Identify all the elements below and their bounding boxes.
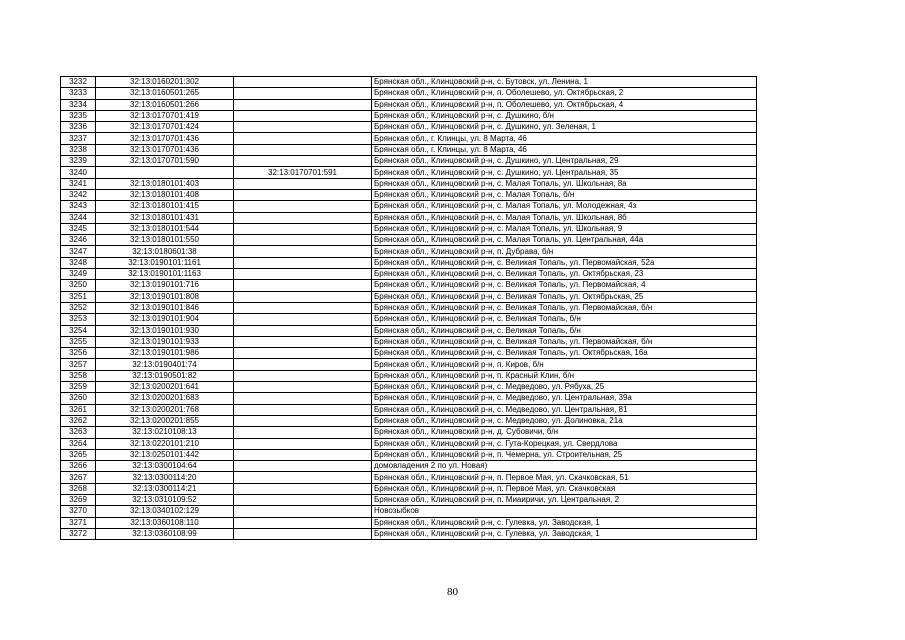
table-row bbox=[61, 438, 757, 449]
address-cell: Брянская обл., Клинцовский р-н, с. Малая Топаль, ул. Школьная, 8б bbox=[372, 212, 757, 223]
row-number-cell: 3258 bbox=[61, 370, 96, 381]
row-number-cell: 3271 bbox=[61, 517, 96, 528]
row-number-cell: 3242 bbox=[61, 189, 96, 200]
address-cell: Брянская обл., Клинцовский р-н, п. Киров, б/н bbox=[372, 359, 757, 370]
cadastral-number-alt-cell bbox=[234, 449, 372, 460]
cadastral-number-cell: 32:13:0190501:82 bbox=[96, 370, 234, 381]
row-number-cell: 3272 bbox=[61, 528, 96, 539]
cadastral-number-alt-cell bbox=[234, 325, 372, 336]
row-number-cell: 3239 bbox=[61, 156, 96, 167]
cadastral-number-cell: 32:13:0180101:550 bbox=[96, 235, 234, 246]
cadastral-number-cell: 32:13:0250101:442 bbox=[96, 449, 234, 460]
row-number-cell: 3259 bbox=[61, 382, 96, 393]
address-cell: Брянская обл., Клинцовский р-н, с. Малая Топаль, ул. Школьная, 8а bbox=[372, 178, 757, 189]
table-row bbox=[61, 325, 757, 336]
table-row bbox=[61, 449, 757, 460]
table-row bbox=[61, 302, 757, 313]
table-row bbox=[61, 461, 757, 472]
cadastral-number-alt-cell bbox=[234, 393, 372, 404]
cadastral-number-cell: 32:13:0200201:683 bbox=[96, 393, 234, 404]
cadastral-number-cell: 32:13:0200201:641 bbox=[96, 382, 234, 393]
cadastral-number-cell: 32:13:0160501:266 bbox=[96, 99, 234, 110]
row-number-cell: 3238 bbox=[61, 144, 96, 155]
cadastral-number-cell: 32:13:0190101:716 bbox=[96, 280, 234, 291]
address-cell: Брянская обл., Клинцовский р-н, п. Оболешево, ул. Октябрьская, 2 bbox=[372, 88, 757, 99]
cadastral-number-alt-cell bbox=[234, 235, 372, 246]
cadastral-number-alt-cell bbox=[234, 280, 372, 291]
cadastral-number-cell: 32:13:0160201:302 bbox=[96, 77, 234, 88]
address-cell: Брянская обл., Клинцовский р-н, с. Бутовск, ул. Ленина, 1 bbox=[372, 77, 757, 88]
cadastral-number-cell: 32:13:0190101:1163 bbox=[96, 269, 234, 280]
address-cell: Брянская обл., Клинцовский р-н, с. Душкино, ул. Центральная, 35 bbox=[372, 167, 757, 178]
address-cell: Брянская обл., Клинцовский р-н, с. Малая Топаль, ул. Молодежная, 4з bbox=[372, 201, 757, 212]
table-row bbox=[61, 156, 757, 167]
cadastral-number-alt-cell bbox=[234, 382, 372, 393]
table-row bbox=[61, 382, 757, 393]
cadastral-number-cell: 32:13:0190101:933 bbox=[96, 336, 234, 347]
row-number-cell: 3257 bbox=[61, 359, 96, 370]
row-number-cell: 3262 bbox=[61, 415, 96, 426]
row-number-cell: 3268 bbox=[61, 483, 96, 494]
address-cell: Брянская обл., Клинцовский р-н, с. Малая Топаль, б/н bbox=[372, 189, 757, 200]
row-number-cell: 3250 bbox=[61, 280, 96, 291]
cadastral-number-cell: 32:13:0180101:403 bbox=[96, 178, 234, 189]
table-row bbox=[61, 122, 757, 133]
cadastral-number-alt-cell bbox=[234, 291, 372, 302]
row-number-cell: 3244 bbox=[61, 212, 96, 223]
table-row bbox=[61, 415, 757, 426]
table-row bbox=[61, 178, 757, 189]
address-cell: Брянская обл., Клинцовский р-н, п. Дубрава, б/н bbox=[372, 246, 757, 257]
cadastral-number-cell: 32:13:0170701:436 bbox=[96, 144, 234, 155]
cadastral-number-alt-cell bbox=[234, 461, 372, 472]
cadastral-number-alt-cell bbox=[234, 269, 372, 280]
cadastral-number-cell: 32:13:0190101:986 bbox=[96, 348, 234, 359]
cadastral-number-cell: 32:13:0360108:110 bbox=[96, 517, 234, 528]
address-cell: Брянская обл., г. Клинцы, ул. 8 Марта, 46 bbox=[372, 133, 757, 144]
address-cell: Брянская обл., Клинцовский р-н, с. Великая Топаль, б/н bbox=[372, 314, 757, 325]
table-row bbox=[61, 167, 757, 178]
row-number-cell: 3265 bbox=[61, 449, 96, 460]
row-number-cell: 3267 bbox=[61, 472, 96, 483]
cadastral-number-cell: 32:13:0170701:436 bbox=[96, 133, 234, 144]
table-row bbox=[61, 427, 757, 438]
table-row bbox=[61, 144, 757, 155]
row-number-cell: 3243 bbox=[61, 201, 96, 212]
row-number-cell: 3261 bbox=[61, 404, 96, 415]
cadastral-number-cell: 32:13:0170701:424 bbox=[96, 122, 234, 133]
table-row bbox=[61, 223, 757, 234]
address-cell: Брянская обл., Клинцовский р-н, с. Великая Топаль, ул. Первомайская, 4 bbox=[372, 280, 757, 291]
row-number-cell: 3241 bbox=[61, 178, 96, 189]
cadastral-number-cell: 32:13:0190101:1161 bbox=[96, 257, 234, 268]
row-number-cell: 3246 bbox=[61, 235, 96, 246]
cadastral-number-cell: 32:13:0170701:590 bbox=[96, 156, 234, 167]
table-row bbox=[61, 314, 757, 325]
address-cell: Брянская обл., Клинцовский р-н, с. Великая Топаль, б/н bbox=[372, 325, 757, 336]
address-cell: Брянская обл., Клинцовский р-н, п. Чемерна, ул. Строительная, 25 bbox=[372, 449, 757, 460]
row-number-cell: 3264 bbox=[61, 438, 96, 449]
row-number-cell: 3234 bbox=[61, 99, 96, 110]
address-cell: Брянская обл., Клинцовский р-н, п. Первое Мая, ул. Скачковская, 51 bbox=[372, 472, 757, 483]
cadastral-number-cell: 32:13:0180101:415 bbox=[96, 201, 234, 212]
row-number-cell: 3254 bbox=[61, 325, 96, 336]
address-cell: Брянская обл., Клинцовский р-н, д. Субовичи, б/н bbox=[372, 427, 757, 438]
address-cell: Брянская обл., Клинцовский р-н, с. Гулевка, ул. Заводская, 1 bbox=[372, 517, 757, 528]
table-row bbox=[61, 110, 757, 121]
row-number-cell: 3252 bbox=[61, 302, 96, 313]
cadastral-number-cell: 32:13:0190101:808 bbox=[96, 291, 234, 302]
cadastral-number-alt-cell bbox=[234, 517, 372, 528]
cadastral-number-cell: 32:13:0170701:419 bbox=[96, 110, 234, 121]
address-cell: Брянская обл., Клинцовский р-н, с. Великая Топаль, ул. Октябрьская, 16а bbox=[372, 348, 757, 359]
table-row bbox=[61, 189, 757, 200]
address-cell: Брянская обл., Клинцовский р-н, с. Великая Топаль, ул. Первомайская, б/н bbox=[372, 302, 757, 313]
cadastral-number-alt-cell bbox=[234, 88, 372, 99]
cadastral-number-alt-cell bbox=[234, 348, 372, 359]
row-number-cell: 3269 bbox=[61, 494, 96, 505]
table-row bbox=[61, 336, 757, 347]
table-row bbox=[61, 393, 757, 404]
cadastral-number-cell: 32:13:0200201:768 bbox=[96, 404, 234, 415]
cadastral-number-alt-cell bbox=[234, 133, 372, 144]
cadastral-number-alt-cell bbox=[234, 506, 372, 517]
cadastral-number-alt-cell bbox=[234, 370, 372, 381]
cadastral-number-cell: 32:13:0360108:99 bbox=[96, 528, 234, 539]
page-number: 80 bbox=[447, 586, 458, 598]
cadastral-number-alt-cell bbox=[234, 223, 372, 234]
cadastral-number-cell: 32:13:0210108:13 bbox=[96, 427, 234, 438]
address-cell: Брянская обл., Клинцовский р-н, с. Великая Топаль, ул. Октябрьская, 23 bbox=[372, 269, 757, 280]
address-cell: домовладения 2 по ул. Новая) bbox=[372, 461, 757, 472]
cadastral-number-alt-cell bbox=[234, 257, 372, 268]
table-row bbox=[61, 235, 757, 246]
cadastral-number-alt-cell bbox=[234, 483, 372, 494]
address-cell: Брянская обл., Клинцовский р-н, п. Первое Мая, ул. Скачковская bbox=[372, 483, 757, 494]
row-number-cell: 3245 bbox=[61, 223, 96, 234]
table-row bbox=[61, 506, 757, 517]
table-row bbox=[61, 269, 757, 280]
row-number-cell: 3249 bbox=[61, 269, 96, 280]
table-row bbox=[61, 528, 757, 539]
row-number-cell: 3270 bbox=[61, 506, 96, 517]
row-number-cell: 3256 bbox=[61, 348, 96, 359]
cadastral-number-cell: 32:13:0220101:210 bbox=[96, 438, 234, 449]
cadastral-number-cell: 32:13:0200201:855 bbox=[96, 415, 234, 426]
cadastral-number-cell: 32:13:0300104:64 bbox=[96, 461, 234, 472]
row-number-cell: 3266 bbox=[61, 461, 96, 472]
table-row bbox=[61, 517, 757, 528]
cadastral-number-cell: 32:13:0160501:265 bbox=[96, 88, 234, 99]
address-cell: Брянская обл., Клинцовский р-н, с. Медведово, ул. Рябуха, 25 bbox=[372, 382, 757, 393]
table-row bbox=[61, 370, 757, 381]
address-cell: Брянская обл., Клинцовский р-н, с. Малая Топаль, ул. Центральная, 44а bbox=[372, 235, 757, 246]
table-row bbox=[61, 246, 757, 257]
address-cell: Брянская обл., Клинцовский р-н, с. Великая Топаль, ул. Октябрьская, 25 bbox=[372, 291, 757, 302]
address-cell: Брянская обл., Клинцовский р-н, с. Великая Топаль, ул. Первомайская, 52а bbox=[372, 257, 757, 268]
row-number-cell: 3263 bbox=[61, 427, 96, 438]
address-cell: Брянская обл., Клинцовский р-н, п. Оболешево, ул. Октябрьская, 4 bbox=[372, 99, 757, 110]
cadastral-number-cell: 32:13:0300114:21 bbox=[96, 483, 234, 494]
address-cell: Брянская обл., Клинцовский р-н, с. Гута-Корецкая, ул. Свердлова bbox=[372, 438, 757, 449]
row-number-cell: 3235 bbox=[61, 110, 96, 121]
register-table-body bbox=[61, 77, 757, 540]
row-number-cell: 3251 bbox=[61, 291, 96, 302]
row-number-cell: 3236 bbox=[61, 122, 96, 133]
cadastral-number-alt-cell bbox=[234, 189, 372, 200]
table-row bbox=[61, 201, 757, 212]
cadastral-number-alt-cell bbox=[234, 212, 372, 223]
address-cell: Брянская обл., Клинцовский р-н, с. Гулевка, ул. Заводская, 1 bbox=[372, 528, 757, 539]
address-cell: Брянская обл., Клинцовский р-н, с. Душкино, б/н bbox=[372, 110, 757, 121]
cadastral-number-alt-cell bbox=[234, 99, 372, 110]
cadastral-number-cell: 32:13:0180101:544 bbox=[96, 223, 234, 234]
address-cell: Брянская обл., Клинцовский р-н, с. Душкино, ул. Зеленая, 1 bbox=[372, 122, 757, 133]
cadastral-number-cell: 32:13:0190101:904 bbox=[96, 314, 234, 325]
table-row bbox=[61, 348, 757, 359]
table-row bbox=[61, 88, 757, 99]
row-number-cell: 3247 bbox=[61, 246, 96, 257]
cadastral-number-cell bbox=[96, 167, 234, 178]
cadastral-number-alt-cell bbox=[234, 178, 372, 189]
cadastral-number-cell: 32:13:0180101:431 bbox=[96, 212, 234, 223]
cadastral-number-alt-cell bbox=[234, 77, 372, 88]
table-row bbox=[61, 472, 757, 483]
address-cell: Брянская обл., Клинцовский р-н, п. Миаиричи, ул. Центральная, 2 bbox=[372, 494, 757, 505]
cadastral-number-alt-cell bbox=[234, 528, 372, 539]
row-number-cell: 3253 bbox=[61, 314, 96, 325]
table-row bbox=[61, 280, 757, 291]
property-register-table bbox=[60, 76, 757, 540]
cadastral-number-cell: 32:13:0190101:930 bbox=[96, 325, 234, 336]
row-number-cell: 3233 bbox=[61, 88, 96, 99]
address-cell: Брянская обл., Клинцовский р-н, с. Медведово, ул. Долиновка, 21а bbox=[372, 415, 757, 426]
cadastral-number-alt-cell bbox=[234, 110, 372, 121]
address-cell: Брянская обл., Клинцовский р-н, с. Малая Топаль, ул. Школьная, 9 bbox=[372, 223, 757, 234]
cadastral-number-alt-cell bbox=[234, 156, 372, 167]
row-number-cell: 3248 bbox=[61, 257, 96, 268]
cadastral-number-alt-cell bbox=[234, 438, 372, 449]
row-number-cell: 3260 bbox=[61, 393, 96, 404]
row-number-cell: 3232 bbox=[61, 77, 96, 88]
cadastral-number-alt-cell bbox=[234, 427, 372, 438]
table-row bbox=[61, 77, 757, 88]
table-row bbox=[61, 291, 757, 302]
cadastral-number-alt-cell bbox=[234, 246, 372, 257]
cadastral-number-alt-cell bbox=[234, 201, 372, 212]
table-row bbox=[61, 483, 757, 494]
cadastral-number-cell: 32:13:0180601:38 bbox=[96, 246, 234, 257]
table-row bbox=[61, 494, 757, 505]
address-cell: Брянская обл., Клинцовский р-н, п. Красный Клин, б/н bbox=[372, 370, 757, 381]
cadastral-number-cell: 32:13:0340102:129 bbox=[96, 506, 234, 517]
cadastral-number-alt-cell bbox=[234, 336, 372, 347]
table-row bbox=[61, 404, 757, 415]
cadastral-number-cell: 32:13:0180101:408 bbox=[96, 189, 234, 200]
cadastral-number-cell: 32:13:0310109:52 bbox=[96, 494, 234, 505]
table-row bbox=[61, 212, 757, 223]
cadastral-number-alt-cell bbox=[234, 404, 372, 415]
address-cell: Новозыбков bbox=[372, 506, 757, 517]
table-row bbox=[61, 133, 757, 144]
table-row bbox=[61, 99, 757, 110]
cadastral-number-cell: 32:13:0300114:20 bbox=[96, 472, 234, 483]
table-row bbox=[61, 359, 757, 370]
cadastral-number-alt-cell bbox=[234, 359, 372, 370]
cadastral-number-alt-cell bbox=[234, 144, 372, 155]
address-cell: Брянская обл., Клинцовский р-н, с. Душкино, ул. Центральная, 29 bbox=[372, 156, 757, 167]
cadastral-number-alt-cell: 32:13:0170701:591 bbox=[234, 167, 372, 178]
cadastral-number-alt-cell bbox=[234, 415, 372, 426]
cadastral-number-alt-cell bbox=[234, 472, 372, 483]
cadastral-number-cell: 32:13:0190401:74 bbox=[96, 359, 234, 370]
cadastral-number-alt-cell bbox=[234, 314, 372, 325]
address-cell: Брянская обл., Клинцовский р-н, с. Медведово, ул. Центральная, 39а bbox=[372, 393, 757, 404]
row-number-cell: 3237 bbox=[61, 133, 96, 144]
cadastral-number-alt-cell bbox=[234, 122, 372, 133]
cadastral-number-alt-cell bbox=[234, 494, 372, 505]
address-cell: Брянская обл., Клинцовский р-н, с. Медведово, ул. Центральная, 81 bbox=[372, 404, 757, 415]
table-row bbox=[61, 257, 757, 268]
row-number-cell: 3240 bbox=[61, 167, 96, 178]
cadastral-number-cell: 32:13:0190101:846 bbox=[96, 302, 234, 313]
row-number-cell: 3255 bbox=[61, 336, 96, 347]
cadastral-number-alt-cell bbox=[234, 302, 372, 313]
address-cell: Брянская обл., г. Клинцы, ул. 8 Марта, 46 bbox=[372, 144, 757, 155]
address-cell: Брянская обл., Клинцовский р-н, с. Великая Топаль, ул. Первомайская, б/н bbox=[372, 336, 757, 347]
